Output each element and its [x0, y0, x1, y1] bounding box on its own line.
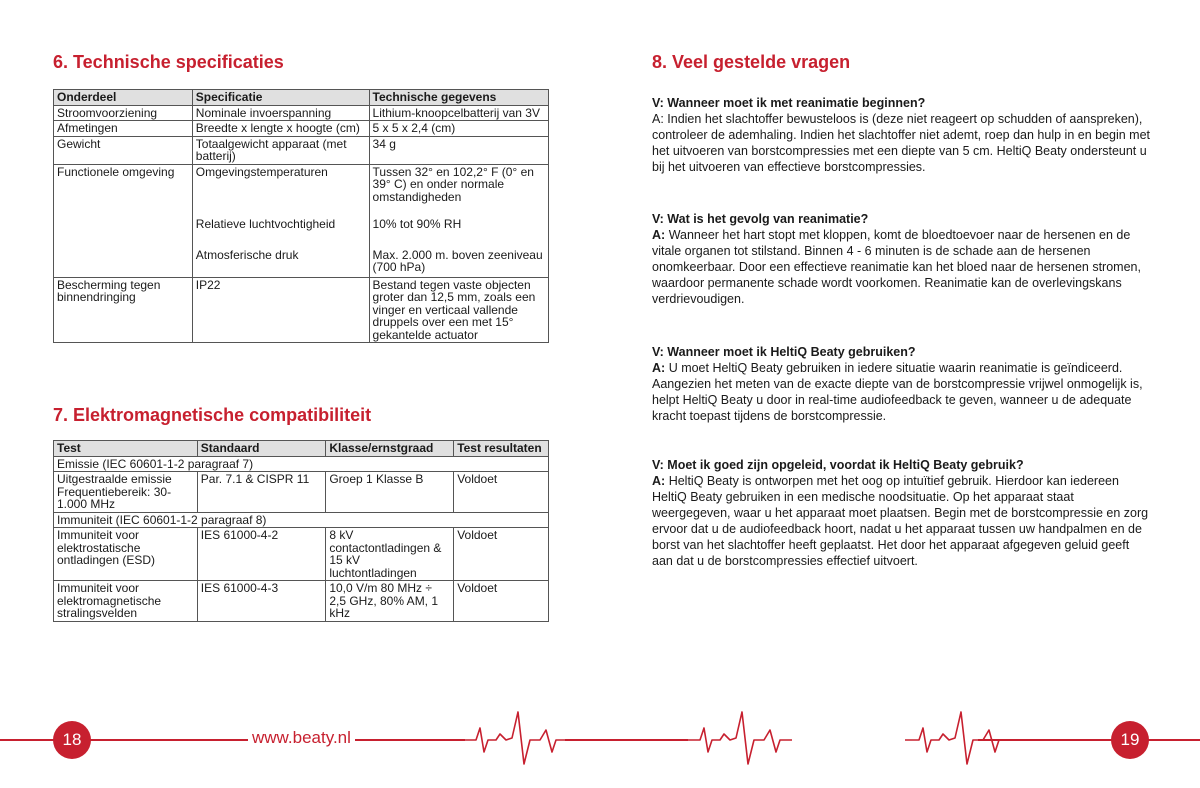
faq-section-title: 8. Veel gestelde vragen [652, 52, 851, 72]
table-cell: 34 g [369, 136, 548, 164]
table-cell: Gewicht [54, 136, 193, 164]
table-cell: Immuniteit voor elektromagnetische stralingsvelden [54, 581, 198, 622]
answer-label: A: [652, 228, 666, 242]
table-cell: Immuniteit (IEC 60601-1-2 paragraaf 8) [54, 512, 549, 528]
faq-answer: A: Indien het slachtoffer bewusteloos is (deze niet reageert op schudden of aanspreken), controleer de ademhaling. Indien het slachtoffer niet ademt, roep dan hulp in en begin met het uitvoeren van borstcompressies met een diepte van 5 cm. HeltiQ Beaty ondersteunt u bij het uitvoeren van effectieve borstcompressies. [652, 112, 1151, 174]
table-cell: Groep 1 Klasse B [326, 472, 454, 513]
spec-value: Tussen 32° en 102,2° F (0° en 39° C) en onder normale omstandigheden [372, 164, 534, 204]
table-cell: Breedte x lengte x hoogte (cm) [192, 121, 369, 137]
faq-question: V: Wanneer moet ik met reanimatie beginnen? [652, 96, 926, 110]
table-cell: Immuniteit voor elektrostatische ontladingen (ESD) [54, 528, 198, 581]
faq-answer-text: U moet HeltiQ Beaty gebruiken in iedere situatie waarin reanimatie is geïndiceerd. Aangezien het meten van de exacte diepte van de borstcompressie vrijwel onmogelijk is, helpt HeltiQ Beaty u door in real-time audiofeedback te geven, wanneer u de adequate kracht toepast tijdens de borstcompressie. [652, 361, 1143, 423]
emc-header-standard: Standaard [197, 441, 326, 457]
table-cell: Bestand tegen vaste objecten groter dan 12,5 mm, zoals een vinger en verticaal vallende druppels over een met 15° gekantelde actuator [369, 277, 548, 343]
spec-item: Atmosferische druk [195, 247, 299, 262]
table-cell: 5 x 5 x 2,4 (cm) [369, 121, 548, 137]
emc-header-result: Test resultaten [454, 441, 549, 457]
spec-item: Omgevingstemperaturen [195, 164, 328, 179]
table-cell: Voldoet [454, 581, 549, 622]
table-cell: Emissie (IEC 60601-1-2 paragraaf 7) [54, 456, 549, 472]
emc-section-title: 7. Elektromagnetische compatibiliteit [53, 405, 372, 425]
table-cell: Uitgestraalde emissie Frequentiebereik: 30-1.000 MHz [54, 472, 198, 513]
page-number-right: 19 [1111, 721, 1149, 759]
emc-header-class: Klasse/ernstgraad [326, 441, 454, 457]
table-cell: IP22 [192, 277, 369, 343]
spec-value: Max. 2.000 m. boven zeeniveau (700 hPa) [372, 247, 543, 274]
spec-item: Relatieve luchtvochtigheid [195, 217, 336, 231]
table-cell: Nominale invoerspanning [192, 105, 369, 121]
footer-url-link[interactable]: www.beaty.nl [248, 728, 355, 748]
table-cell: Totaalgewicht apparaat (met batterij) [192, 136, 369, 164]
spec-header-value: Technische gegevens [369, 90, 548, 106]
faq-question: V: Moet ik goed zijn opgeleid, voordat ik HeltiQ Beaty gebruik? [652, 458, 1024, 472]
faq-answer-text: HeltiQ Beaty is ontworpen met het oog op intuïtief gebruik. Hierdoor kan iedereen HeltiQ Beaty gebruiken in een medische noodsituatie. Op het apparaat staat weergegeven, waar u het apparaat moet plaatsen. Begin met de borstcompressie en zorg ervoor dat u de audiofeedback hoort, nadat u het apparaat tussen uw handpalmen en de borst van het slachtoffer heeft geplaatst. Het door het apparaat afgegeven geluid geeft aan dat u de borstcompressies effectief uitvoert. [652, 474, 1149, 568]
spec-value: 10% tot 90% RH [372, 217, 462, 231]
table-cell: IES 61000-4-2 [197, 528, 326, 581]
answer-label: A: [652, 474, 666, 488]
spec-section-title: 6. Technische specificaties [53, 52, 284, 72]
table-cell: Functionele omgeving [54, 164, 193, 277]
table-cell: Stroomvoorziening [54, 105, 193, 121]
table-cell: IES 61000-4-3 [197, 581, 326, 622]
spec-header-part: Onderdeel [54, 90, 193, 106]
faq-answer-text: Wanneer het hart stopt met kloppen, komt de bloedtoevoer naar de hersenen en de vitale organen tot stilstand. Binnen 4 - 6 minuten is de schade aan de hersenen onomkeerbaar. Door een effectieve reanimatie kan het bloed naar de hersenen stromen, waardoor permanente schade wordt voorkomen. Reanimatie kan de overlevingskans verdrievoudigen. [652, 228, 1141, 306]
spec-header-spec: Specificatie [192, 90, 369, 106]
table-cell: Bescherming tegen binnendringing [54, 277, 193, 343]
emc-header-test: Test [54, 441, 198, 457]
table-cell: Par. 7.1 & CISPR 11 [197, 472, 326, 513]
table-cell: 10,0 V/m 80 MHz ÷ 2,5 GHz, 80% AM, 1 kHz [326, 581, 454, 622]
table-cell: Voldoet [454, 528, 549, 581]
table-cell: Afmetingen [54, 121, 193, 137]
faq-question: V: Wanneer moet ik HeltiQ Beaty gebruiken? [652, 345, 916, 359]
faq-question: V: Wat is het gevolg van reanimatie? [652, 212, 869, 226]
answer-label: A: [652, 361, 666, 375]
page-number-left: 18 [53, 721, 91, 759]
table-cell: Lithium-knoopcelbatterij van 3V [369, 105, 548, 121]
table-cell: 8 kV contactontladingen & 15 kV luchtontladingen [326, 528, 454, 581]
table-cell: Voldoet [454, 472, 549, 513]
